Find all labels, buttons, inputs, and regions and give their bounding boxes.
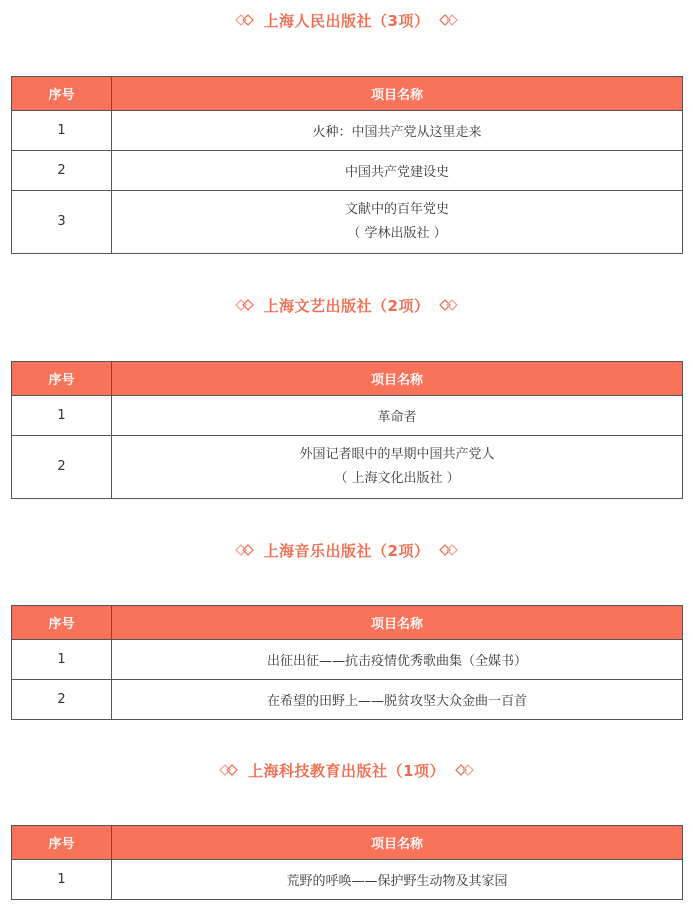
table-row	[12, 151, 683, 191]
section-title-2	[0, 290, 693, 320]
row-no: 1	[12, 640, 112, 680]
row-name: 外国记者眼中的早期中国共产党人	[299, 447, 495, 462]
row-no: 2	[12, 151, 112, 191]
table-row	[12, 436, 683, 499]
table-header-row	[12, 77, 683, 111]
row-no: 1	[12, 860, 112, 900]
project-table-1	[11, 76, 683, 254]
diamond-right-icon	[453, 763, 475, 777]
header-name: 项目名称	[112, 362, 683, 396]
row-publisher-note: （ 学林出版社 ）	[347, 226, 447, 241]
section-title-text: 上海文艺出版社（2项）	[263, 296, 430, 315]
row-no: 3	[12, 191, 112, 254]
header-name: 项目名称	[112, 606, 683, 640]
header-no: 序号	[12, 606, 112, 640]
diamond-right-icon	[437, 298, 459, 312]
section-title-text: 上海人民出版社（3项）	[263, 11, 430, 30]
section-title-4	[0, 755, 693, 785]
row-name: 中国共产党建设史	[112, 151, 683, 191]
row-name: 火种：中国共产党从这里走来	[112, 111, 683, 151]
row-no: 1	[12, 111, 112, 151]
table-row	[12, 191, 683, 254]
row-name: 革命者	[112, 396, 683, 436]
section-title-text: 上海音乐出版社（2项）	[263, 541, 430, 560]
project-table-3	[11, 605, 683, 720]
row-name-cell	[112, 436, 683, 499]
header-name: 项目名称	[112, 826, 683, 860]
row-name: 荒野的呼唤——保护野生动物及其家园	[112, 860, 683, 900]
table-header-row	[12, 606, 683, 640]
header-no: 序号	[12, 362, 112, 396]
table-row	[12, 680, 683, 720]
diamond-left-icon	[234, 13, 256, 27]
section-title-1	[0, 5, 693, 35]
section-title-3	[0, 535, 693, 565]
table-header-row	[12, 362, 683, 396]
diamond-left-icon	[234, 298, 256, 312]
row-no: 2	[12, 436, 112, 499]
diamond-right-icon	[437, 543, 459, 557]
diamond-left-icon	[218, 763, 240, 777]
table-header-row	[12, 826, 683, 860]
header-name: 项目名称	[112, 77, 683, 111]
header-no: 序号	[12, 77, 112, 111]
project-table-2	[11, 361, 683, 499]
row-name-cell	[112, 191, 683, 254]
row-no: 2	[12, 680, 112, 720]
table-row	[12, 860, 683, 900]
row-name: 出征出征——抗击疫情优秀歌曲集（全媒书）	[112, 640, 683, 680]
diamond-right-icon	[437, 13, 459, 27]
table-row	[12, 640, 683, 680]
row-name: 在希望的田野上——脱贫攻坚大众金曲一百首	[112, 680, 683, 720]
row-publisher-note: （ 上海文化出版社 ）	[334, 471, 460, 486]
row-name: 文献中的百年党史	[344, 202, 449, 217]
row-no: 1	[12, 396, 112, 436]
project-table-4	[11, 825, 683, 900]
header-no: 序号	[12, 826, 112, 860]
section-title-text: 上海科技教育出版社（1项）	[248, 761, 445, 780]
diamond-left-icon	[234, 543, 256, 557]
table-row	[12, 396, 683, 436]
table-row	[12, 111, 683, 151]
